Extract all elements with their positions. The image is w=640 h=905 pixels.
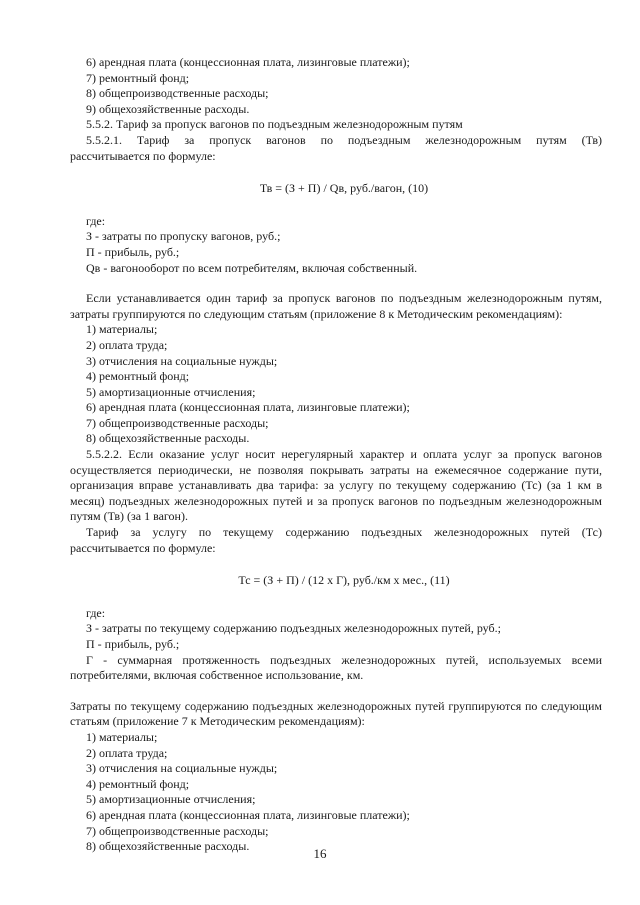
where-item: П - прибыль, руб.; [86, 244, 180, 259]
list-item: 2) оплата труда; [86, 337, 168, 352]
list-item: 4) ремонтный фонд; [86, 369, 190, 384]
list-item: 3) отчисления на социальные нужды; [86, 353, 278, 368]
list-item: 8) общепроизводственные расходы; [86, 86, 269, 101]
formula-10: Тв = (З + П) / Qв, руб./вагон, (10) [259, 181, 429, 196]
list-item: 6) арендная плата (концессионная плата, лизинговые платежи); [86, 400, 410, 415]
list-item: 7) ремонтный фонд; [86, 70, 190, 85]
list-item: 4) ремонтный фонд; [86, 776, 190, 791]
section-5-5-2-1-line2: рассчитывается по формуле: [70, 148, 216, 163]
list-item: 1) материалы; [86, 729, 158, 744]
where-label: где: [86, 213, 106, 228]
page-number: 16 [313, 846, 327, 861]
formula-11: Тс = (З + П) / (12 х Г), руб./км х мес., (11) [238, 573, 450, 588]
paragraph-tc: Тариф за услугу по текущему содержанию подъездных железнодорожных путей (Тс) рассчитывается по формуле: [70, 525, 602, 555]
list-item: 5) амортизационные отчисления; [86, 792, 256, 807]
list-item: 6) арендная плата (концессионная плата, лизинговые платежи); [86, 55, 410, 69]
list-item: 1) материалы; [86, 322, 158, 337]
section-heading-5-5-2: 5.5.2. Тариф за пропуск вагонов по подъездным железнодорожным путям [86, 117, 463, 132]
where-item: Г - суммарная протяженность подъездных железнодорожных путей, используемых всеми потребителями, включая собственное использование, км. [70, 652, 602, 683]
list-item: 2) оплата труда; [86, 745, 168, 760]
paragraph-costs: Затраты по текущему содержанию подъездных железнодорожных путей группируются по следующим статьям (приложение 7 к Методическим рекомендациям): [70, 698, 602, 729]
where-item: З - затраты по текущему содержанию подъездных железнодорожных путей, руб.; [86, 621, 501, 636]
paragraph-5-5-2-2: 5.5.2.2. Если оказание услуг носит нерегулярный характер и оплата услуг за пропуск вагонов осуществляется периодически, не позволяя покрывать затраты на ежемесячное содержание пути, организация вправе устанавливать два тарифа: за услугу по текущему содержанию (Тс) (за 1 км в месяц) подъездных железнодорожных путей и за пропуск вагонов по подъездным железнодорожным путям (Тв) (за 1 вагон). [70, 447, 602, 524]
list-item: 5) амортизационные отчисления; [86, 384, 256, 399]
where-item: Qв - вагонооборот по всем потребителям, включая собственный. [86, 260, 418, 275]
list-item: 6) арендная плата (концессионная плата, лизинговые платежи); [86, 807, 410, 822]
where-item: П - прибыль, руб.; [86, 637, 180, 651]
list-item: 3) отчисления на социальные нужды; [86, 761, 278, 776]
list-item: 9) общехозяйственные расходы. [86, 101, 250, 116]
paragraph-one-tariff: Если устанавливается один тариф за пропуск вагонов по подъездным железнодорожным путям, затраты группируются по следующим статьям (приложение 8 к Методическим рекомендациям): [70, 291, 602, 321]
where-label: где: [86, 605, 106, 620]
section-5-5-2-1-line1: 5.5.2.1. Тариф за пропуск вагонов по подъездным железнодорожным путям (Тв) [86, 132, 602, 147]
section-5-5-2-1 [70, 133, 602, 164]
list-item: 8) общехозяйственные расходы. [86, 431, 250, 446]
list-item: 7) общепроизводственные расходы; [86, 823, 269, 838]
list-item: 7) общепроизводственные расходы; [86, 415, 269, 430]
where-item: З - затраты по пропуску вагонов, руб.; [86, 229, 281, 244]
list-item: 8) общехозяйственные расходы. [86, 839, 250, 854]
